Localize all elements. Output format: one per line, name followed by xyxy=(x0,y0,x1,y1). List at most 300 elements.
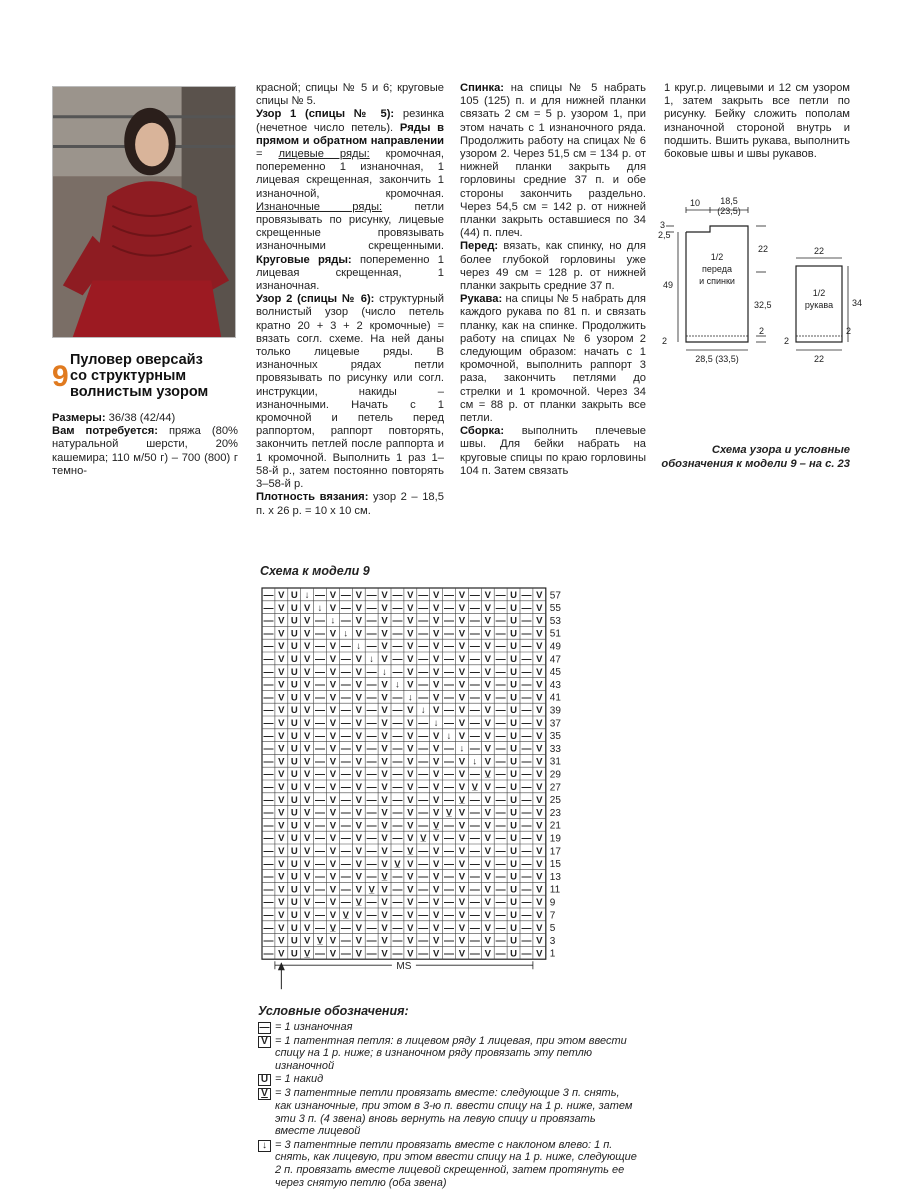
yarn-over-cell: U xyxy=(510,730,517,742)
patent-cell: V xyxy=(303,718,311,729)
three-together-cell: V̲ xyxy=(329,922,337,934)
patent-cell: V xyxy=(407,948,414,960)
patent-cell: V xyxy=(432,884,440,896)
purl-cell: — xyxy=(495,730,506,742)
three-together-cell: V̲ xyxy=(471,782,479,793)
purl-cell: — xyxy=(263,692,274,704)
purl-cell: — xyxy=(315,820,326,832)
patent-cell: V xyxy=(303,884,311,896)
patent-cell: V xyxy=(355,628,362,640)
purl-cell: — xyxy=(263,794,274,806)
three-together-cell: V̲ xyxy=(355,897,362,909)
dim-neck: 10 xyxy=(689,198,701,208)
three-together-cell: V̲ xyxy=(381,871,388,883)
yarn-over-cell: U xyxy=(510,718,517,729)
patent-cell: V xyxy=(458,871,466,883)
patent-cell: V xyxy=(407,922,414,934)
three-together-cell: V̲ xyxy=(484,769,491,781)
arrow-cell: ↓ xyxy=(446,730,452,742)
yarn-over-cell: U xyxy=(510,910,517,921)
purl-cell: — xyxy=(444,948,455,960)
patent-cell: V xyxy=(303,858,311,870)
purl-cell: — xyxy=(340,679,351,691)
purl-cell: — xyxy=(521,807,532,819)
purl-cell: — xyxy=(521,782,532,793)
patent-cell: V xyxy=(536,705,543,717)
dim-3: 3 xyxy=(660,220,666,230)
patent-cell: V xyxy=(432,858,440,870)
patent-cell: V xyxy=(458,756,466,768)
yarn-over-cell: U xyxy=(290,692,298,704)
patent-cell: V xyxy=(381,590,388,601)
patent-cell: V xyxy=(536,743,543,755)
yarn-over-cell: U xyxy=(290,590,298,601)
purl-cell: — xyxy=(366,615,377,627)
purl-cell: — xyxy=(366,718,377,729)
patent-cell: V xyxy=(329,654,337,665)
row-number-label: 47 xyxy=(549,654,561,666)
purl-cell: — xyxy=(444,820,455,832)
purl-cell: — xyxy=(521,794,532,806)
purl-cell: — xyxy=(366,820,377,832)
patent-cell: V xyxy=(484,679,491,691)
purl-cell: — xyxy=(340,794,351,806)
patent-cell: V xyxy=(381,807,388,819)
patent-cell: V xyxy=(355,602,362,614)
yarn-over-cell: U xyxy=(510,807,517,819)
three-together-cell: V̲ xyxy=(368,884,375,896)
row-number-label: 35 xyxy=(549,731,561,743)
yarn-over-cell: U xyxy=(510,705,517,717)
purl-cell: — xyxy=(366,602,377,614)
yarn-over-cell: U xyxy=(290,833,298,845)
patent-cell: V xyxy=(381,705,388,717)
patent-cell: V xyxy=(278,820,285,832)
patent-cell: V xyxy=(536,948,543,960)
legend-item-3-together-left: ↓ = 3 патентные петли провязать вместе с наклоном влево: 1 п. снять, как лицевую, при этом ввести спицу на 1 р. ниже, следующие 2 п. провязать вместе лицевой скрещенной, затем протянуть ее через снятую петлю (оба звена) xyxy=(258,1139,638,1189)
purl-cell: — xyxy=(340,871,351,883)
body-label-3: и спинки xyxy=(699,276,735,286)
patent-cell: V xyxy=(484,807,491,819)
patent-cell: V xyxy=(278,794,285,806)
purl-cell: — xyxy=(263,897,274,909)
patent-cell: V xyxy=(278,641,285,653)
patent-cell: V xyxy=(278,705,285,717)
patent-cell: V xyxy=(407,590,414,601)
purl-cell: — xyxy=(392,769,403,781)
purl-cell: — xyxy=(315,730,326,742)
yarn-over-cell: U xyxy=(510,871,517,883)
patent-cell: V xyxy=(484,782,491,793)
yarn-over-cell: U xyxy=(510,743,517,755)
patent-cell: V xyxy=(355,922,362,934)
patent-cell: V xyxy=(329,782,337,793)
patent-cell: V xyxy=(432,846,440,857)
patent-cell: V xyxy=(355,756,362,768)
purl-cell: — xyxy=(521,935,532,947)
patent-cell: V xyxy=(407,884,414,896)
patent-cell: V xyxy=(536,628,543,640)
purl-cell: — xyxy=(521,641,532,653)
patent-cell: V xyxy=(329,820,337,832)
patent-cell: V xyxy=(432,590,440,601)
patent-cell: V xyxy=(303,679,311,691)
purl-cell: — xyxy=(418,654,429,665)
purl-cell: — xyxy=(366,782,377,793)
purl-cell: — xyxy=(366,769,377,781)
purl-cell: — xyxy=(340,820,351,832)
dim-2-body-a: 2 xyxy=(759,326,765,336)
patent-cell: V xyxy=(329,602,337,614)
purl-cell: — xyxy=(315,666,326,678)
purl-cell: — xyxy=(444,641,455,653)
yarn-over-cell: U xyxy=(290,846,298,857)
purl-cell: — xyxy=(521,820,532,832)
purl-cell: — xyxy=(392,641,403,653)
patent-cell: V xyxy=(278,935,285,947)
purl-cell: — xyxy=(418,730,429,742)
patent-cell: V xyxy=(329,858,337,870)
purl-cell: — xyxy=(444,666,455,678)
yarn-over-cell: U xyxy=(290,615,298,627)
purl-cell: — xyxy=(366,666,377,678)
purl-cell: — xyxy=(469,615,480,627)
patent-cell: V xyxy=(536,910,543,921)
sleeve-label-1: 1/2 xyxy=(812,288,826,298)
patent-cell: V xyxy=(536,794,543,806)
patent-cell: V xyxy=(536,769,543,781)
patent-cell: V xyxy=(484,897,491,909)
patent-cell: V xyxy=(536,897,543,909)
purl-cell: — xyxy=(315,846,326,857)
patent-cell: V xyxy=(303,833,311,845)
purl-cell: — xyxy=(263,833,274,845)
purl-cell: — xyxy=(521,833,532,845)
sleeve-label-2: рукава xyxy=(804,300,834,310)
purl-cell: — xyxy=(418,782,429,793)
patent-cell: V xyxy=(381,833,388,845)
yarn-over-cell: U xyxy=(290,897,298,909)
patent-cell: V xyxy=(329,910,337,921)
patent-cell: V xyxy=(303,935,311,947)
patent-cell: V xyxy=(432,756,440,768)
patent-cell: V xyxy=(458,602,466,614)
patent-cell: V xyxy=(329,590,337,601)
purl-cell: — xyxy=(315,590,326,601)
yarn-over-cell: U xyxy=(510,858,517,870)
purl-cell: — xyxy=(521,628,532,640)
patent-cell: V xyxy=(381,730,388,742)
patent-cell: V xyxy=(303,602,311,614)
body-label-1: 1/2 xyxy=(710,252,724,262)
purl-cell: — xyxy=(495,602,506,614)
row-number-label: 55 xyxy=(549,603,561,615)
purl-cell: — xyxy=(495,948,506,960)
patent-cell: V xyxy=(381,948,388,960)
patent-cell: V xyxy=(458,769,466,781)
yarn-over-cell: U xyxy=(290,641,298,653)
purl-cell: — xyxy=(469,897,480,909)
patent-cell: V xyxy=(278,782,285,793)
purl-cell: — xyxy=(392,794,403,806)
purl-cell: — xyxy=(263,910,274,921)
yarn-over-cell: U xyxy=(510,794,517,806)
purl-cell: — xyxy=(392,602,403,614)
patent-cell: V xyxy=(432,807,440,819)
patent-cell: V xyxy=(381,794,388,806)
patent-cell: V xyxy=(355,615,362,627)
patent-cell: V xyxy=(536,833,543,845)
purl-cell: — xyxy=(315,654,326,665)
yarn-over-cell: U xyxy=(290,935,298,947)
purl-cell: — xyxy=(315,884,326,896)
purl-cell: — xyxy=(495,871,506,883)
purl-cell: — xyxy=(315,807,326,819)
yarn-over-cell: U xyxy=(510,756,517,768)
purl-cell: — xyxy=(340,897,351,909)
patent-cell: V xyxy=(432,692,440,704)
purl-cell: — xyxy=(366,871,377,883)
dim-shoulder: 18,5 xyxy=(720,196,738,206)
patent-cell: V xyxy=(278,730,285,742)
purl-cell: — xyxy=(444,794,455,806)
patent-cell: V xyxy=(458,910,466,921)
patent-cell: V xyxy=(329,807,337,819)
patent-cell: V xyxy=(432,897,440,909)
row-number-label: 3 xyxy=(549,935,556,947)
purl-cell: — xyxy=(392,884,403,896)
purl-cell: — xyxy=(263,884,274,896)
patent-cell: V xyxy=(458,590,466,601)
purl-cell: — xyxy=(469,743,480,755)
purl-cell: — xyxy=(495,743,506,755)
purl-cell: — xyxy=(263,858,274,870)
yarn-over-cell: U xyxy=(290,782,298,793)
purl-cell: — xyxy=(418,948,429,960)
patent-cell: V xyxy=(536,718,543,729)
purl-cell: — xyxy=(392,743,403,755)
purl-cell: — xyxy=(392,922,403,934)
patent-cell: V xyxy=(278,654,285,665)
patent-cell: V xyxy=(329,730,337,742)
patent-cell: V xyxy=(381,910,388,921)
purl-cell: — xyxy=(315,922,326,934)
patent-cell: V xyxy=(355,948,362,960)
purl-cell: — xyxy=(495,833,506,845)
patent-cell: V xyxy=(355,794,362,806)
purl-cell: — xyxy=(366,705,377,717)
purl-cell: — xyxy=(495,782,506,793)
patent-cell: V xyxy=(407,743,414,755)
dim-sleeve-34: 34 xyxy=(852,298,863,308)
arrow-cell: ↓ xyxy=(317,602,323,614)
patent-cell: V xyxy=(407,705,414,717)
patent-cell: V xyxy=(407,615,414,627)
purl-cell: — xyxy=(444,935,455,947)
yarn-over-cell: U xyxy=(290,666,298,678)
purl-cell: — xyxy=(469,692,480,704)
patent-cell: V xyxy=(484,846,491,857)
yarn-over-cell: U xyxy=(510,679,517,691)
purl-cell: — xyxy=(263,666,274,678)
patent-cell: V xyxy=(536,654,543,665)
yarn-over-cell: U xyxy=(290,858,298,870)
purl-cell: — xyxy=(521,922,532,934)
purl-cell: — xyxy=(263,628,274,640)
patent-cell: V xyxy=(303,666,311,678)
patent-cell: V xyxy=(407,833,414,845)
purl-cell: — xyxy=(263,718,274,729)
purl-cell: — xyxy=(315,679,326,691)
patent-cell: V xyxy=(458,935,466,947)
purl-cell: — xyxy=(469,590,480,601)
patent-cell: V xyxy=(381,628,388,640)
purl-cell: — xyxy=(315,692,326,704)
yarn-over-cell: U xyxy=(510,935,517,947)
dim-2-5: 2,5 xyxy=(658,230,671,240)
arrow-cell: ↓ xyxy=(407,692,413,704)
purl-cell: — xyxy=(495,935,506,947)
purl-cell: — xyxy=(444,769,455,781)
pattern-diagram xyxy=(656,196,876,376)
purl-cell: — xyxy=(340,730,351,742)
three-together-cell: V̲ xyxy=(420,833,427,845)
purl-cell: — xyxy=(418,846,429,857)
purl-cell: — xyxy=(263,730,274,742)
purl-cell: — xyxy=(495,666,506,678)
yarn-over-cell: U xyxy=(510,846,517,857)
purl-cell: — xyxy=(495,897,506,909)
purl-cell: — xyxy=(340,935,351,947)
patent-cell: V xyxy=(484,922,491,934)
purl-cell: — xyxy=(469,794,480,806)
patent-cell: V xyxy=(458,641,466,653)
purl-cell: — xyxy=(263,756,274,768)
patent-cell: V xyxy=(329,628,337,640)
purl-cell: — xyxy=(469,922,480,934)
arrow-cell: ↓ xyxy=(433,718,439,729)
patent-cell: V xyxy=(458,654,466,665)
purl-cell: — xyxy=(521,884,532,896)
purl-cell: — xyxy=(392,833,403,845)
arrow-down-symbol-icon: ↓ xyxy=(258,1140,271,1152)
purl-cell: — xyxy=(340,641,351,653)
patent-cell: V xyxy=(458,705,466,717)
patent-cell: V xyxy=(536,922,543,934)
patent-cell: V xyxy=(432,628,440,640)
patent-cell: V xyxy=(278,846,285,857)
patent-cell: V xyxy=(355,884,362,896)
patent-cell: V xyxy=(303,756,311,768)
yarn-over-cell: U xyxy=(510,641,517,653)
yarn-over-cell: U xyxy=(290,718,298,729)
purl-cell: — xyxy=(418,756,429,768)
purl-cell: — xyxy=(521,756,532,768)
patent-cell: V xyxy=(458,858,466,870)
yarn-over-cell: U xyxy=(290,948,298,960)
patent-cell: V xyxy=(381,692,388,704)
arrow-cell: ↓ xyxy=(330,615,336,627)
patent-cell: V xyxy=(458,948,466,960)
patent-cell: V xyxy=(458,833,466,845)
purl-cell: — xyxy=(340,718,351,729)
purl-cell: — xyxy=(366,590,377,601)
stitch-chart xyxy=(256,580,596,1000)
purl-cell: — xyxy=(263,641,274,653)
patent-cell: V xyxy=(355,807,362,819)
row-number-label: 19 xyxy=(549,833,561,845)
row-number-label: 33 xyxy=(549,743,561,755)
patent-cell: V xyxy=(536,666,543,678)
patent-cell: V xyxy=(432,743,440,755)
patent-cell: V xyxy=(458,718,466,729)
patent-cell: V xyxy=(355,769,362,781)
purl-cell: — xyxy=(340,833,351,845)
purl-cell: — xyxy=(495,910,506,921)
yarn-over-cell: U xyxy=(290,820,298,832)
purl-cell: — xyxy=(521,871,532,883)
purl-cell: — xyxy=(366,730,377,742)
patent-cell: V xyxy=(458,782,466,793)
row-number-label: 45 xyxy=(549,667,561,679)
chart-title: Схема к модели 9 xyxy=(260,564,370,578)
arrow-cell: ↓ xyxy=(395,679,400,691)
three-together-cell: V̲ xyxy=(316,935,324,947)
purl-cell: — xyxy=(469,628,480,640)
patent-cell: V xyxy=(355,666,362,678)
patent-cell: V xyxy=(536,692,543,704)
three-together-cell: V̲ xyxy=(432,820,440,832)
purl-cell: — xyxy=(521,692,532,704)
column-patterns: красной; спицы № 5 и 6; круговые спицы № 5. Узор 1 (спицы № 5): резинка (нечетное число петель). Ряды в прямом и обратном направлении = лицевые ряды: кромочная, попеременно 1 изнаночная, 1 лицевая скрещенная, закончить 1 изнаночной, кромочная. Изнаночные ряды: петли провязывать по рисунку, лицевые скрещенные провязывать изнаночными скрещенными. Круговые ряды: попеременно 1 лицевая скрещенная, 1 изнаночная. Узор 2 (спицы № 6): структурный волнистый узор (число петель кратно 20 + 3 + 2 кромочные) = вязать согл. схеме. На ней даны только лицевые ряды. В изнаночных рядах петли провязывать по рисунку или согл. инструкции, накиды – изнаночными. Начать с 1 кромочной и петель перед раппортом, раппорт повторять, закончить петлей после раппорта и 1 кромочной. Выполнить 1 раз 1–58-й р., затем постоянно повторять 3–58-й р. Плотность вязания: узор 2 – 18,5 п. х 26 р. = 10 х 10 см. xyxy=(256,82,445,517)
column-assembly: 1 круг.р. лицевыми и 12 см узором 1, затем закрыть все петли по рисунку. Бейку сложить пополам изнаночной стороной внутрь и подшить. Вшить рукава, выполнить боковые швы и швы рукавов. xyxy=(664,82,850,161)
purl-cell: — xyxy=(366,897,377,909)
patent-cell: V xyxy=(407,935,414,947)
patent-cell: V xyxy=(536,807,543,819)
purl-cell: — xyxy=(521,679,532,691)
patent-cell: V xyxy=(303,897,311,909)
patent-cell: V xyxy=(484,948,491,960)
patent-cell: V xyxy=(484,718,491,729)
arrow-cell: ↓ xyxy=(459,743,465,755)
patent-cell: V xyxy=(484,884,491,896)
row-number-label: 1 xyxy=(549,948,556,960)
purl-cell: — xyxy=(444,705,455,717)
purl-cell: — xyxy=(315,794,326,806)
purl-cell: — xyxy=(366,628,377,640)
purl-cell: — xyxy=(366,833,377,845)
dim-sleeve-2a: 2 xyxy=(846,326,852,336)
patent-cell: V xyxy=(329,705,337,717)
yarn-over-cell: U xyxy=(510,615,517,627)
patent-cell: V xyxy=(484,871,491,883)
patent-cell: V xyxy=(355,833,362,845)
patent-cell: V xyxy=(303,782,311,793)
patent-cell: V xyxy=(355,935,362,947)
legend-item-purl: — = 1 изнаночная xyxy=(259,1020,353,1033)
purl-cell: — xyxy=(495,922,506,934)
patent-cell: V xyxy=(329,794,337,806)
purl-cell: — xyxy=(418,615,429,627)
rapport-label: MS xyxy=(396,961,412,973)
purl-cell: — xyxy=(340,615,351,627)
purl-cell: — xyxy=(340,769,351,781)
three-together-cell: V̲ xyxy=(303,948,311,960)
purl-cell: — xyxy=(315,615,326,627)
purl-cell: — xyxy=(392,820,403,832)
patent-cell: V xyxy=(407,820,414,832)
purl-cell: — xyxy=(521,743,532,755)
